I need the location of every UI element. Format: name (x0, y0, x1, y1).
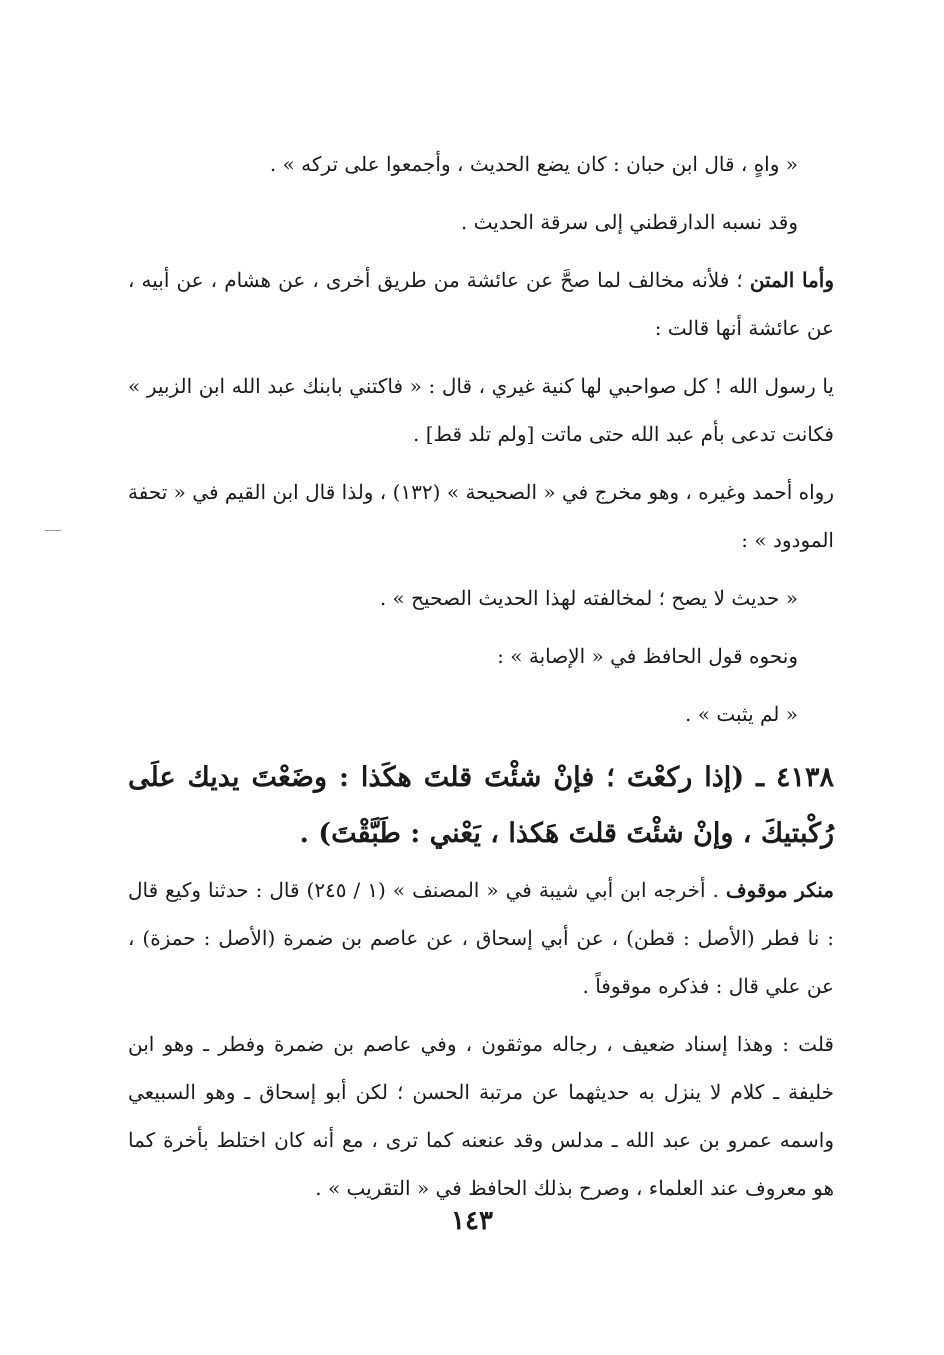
hadith-heading: ٤١٣٨ ـ (إذا ركعْتَ ؛ فإنْ شئْتَ قلتَ هكَذا : وضَعْتَ يديك علَى رُكْبتيكَ ، وإنْ شئْتَ قلتَ هَكذا ، يَعْني : طَبَّقْتَ) . (128, 762, 834, 849)
paragraph-isnad-critique: قلت : وهذا إسناد ضعيف ، رجاله موثقون ، وفي عاصم بن ضمرة وفطر ـ وهو ابن خليفة ـ كلام لا ينزل به حديثهما عن مرتبة الحسن ؛ لكن أبو إسحاق ـ وهو السبيعي واسمه عمرو بن عبد الله ـ مدلس وقد عنعنه كما ترى ، مع أنه كان اختلط بأخرة كما هو معروف عند العلماء ، وصرح بذلك الحافظ في « التقريب » . (128, 1032, 834, 1200)
paragraph-ibn-hibban-quote: « واهٍ ، قال ابن حبان : كان يضع الحديث ، وأجمعوا على تركه » . (269, 152, 798, 176)
paragraph-ahmad-narration: رواه أحمد وغيره ، وهو مخرج في « الصحيحة » (١٣٢) ، ولذا قال ابن القيم في « تحفة المودود » : (128, 480, 834, 552)
paragraph-ibn-qayyim-quote: « حديث لا يصح ؛ لمخالفته لهذا الحديث الصحيح » . (379, 586, 798, 610)
paragraph-kunya-hadith: يا رسول الله ! كل صواحبي لها كنية غيري ، قال : « فاكتني بابنك عبد الله ابن الزبير » فكانت تدعى بأم عبد الله حتى ماتت [ولم تلد قط] . (128, 374, 834, 446)
paragraph-hafiz-isaba: ونحوه قول الحافظ في « الإصابة » : (497, 644, 798, 668)
page-number: ١٤٣ (451, 1206, 493, 1236)
takhrij-lead: منكر موقوف (725, 878, 834, 902)
matn-lead: وأما المتن (749, 268, 834, 292)
paragraph-matn (128, 256, 834, 352)
main-text-block (128, 140, 834, 1212)
paragraph-lam-yathbut: « لم يثبت » . (685, 702, 798, 726)
paragraph-takhrij (128, 866, 834, 1010)
paragraph-daraqutni: وقد نسبه الدارقطني إلى سرقة الحديث . (460, 210, 798, 234)
matn-text: ؛ فلأنه مخالف لما صحَّ عن عائشة من طريق أخرى ، عن هشام ، عن أبيه ، عن عائشة أنها قالت : (128, 268, 834, 340)
margin-mark (45, 530, 61, 531)
takhrij-text: . أخرجه ابن أبي شيبة في « المصنف » (١ / ٢٤٥) قال : حدثنا وكيع قال : نا فطر (الأصل : قطن) ، عن أبي إسحاق ، عن عاصم بن ضمرة (الأصل : حمزة) ، عن علي قال : فذكره موقوفاً . (128, 878, 834, 998)
